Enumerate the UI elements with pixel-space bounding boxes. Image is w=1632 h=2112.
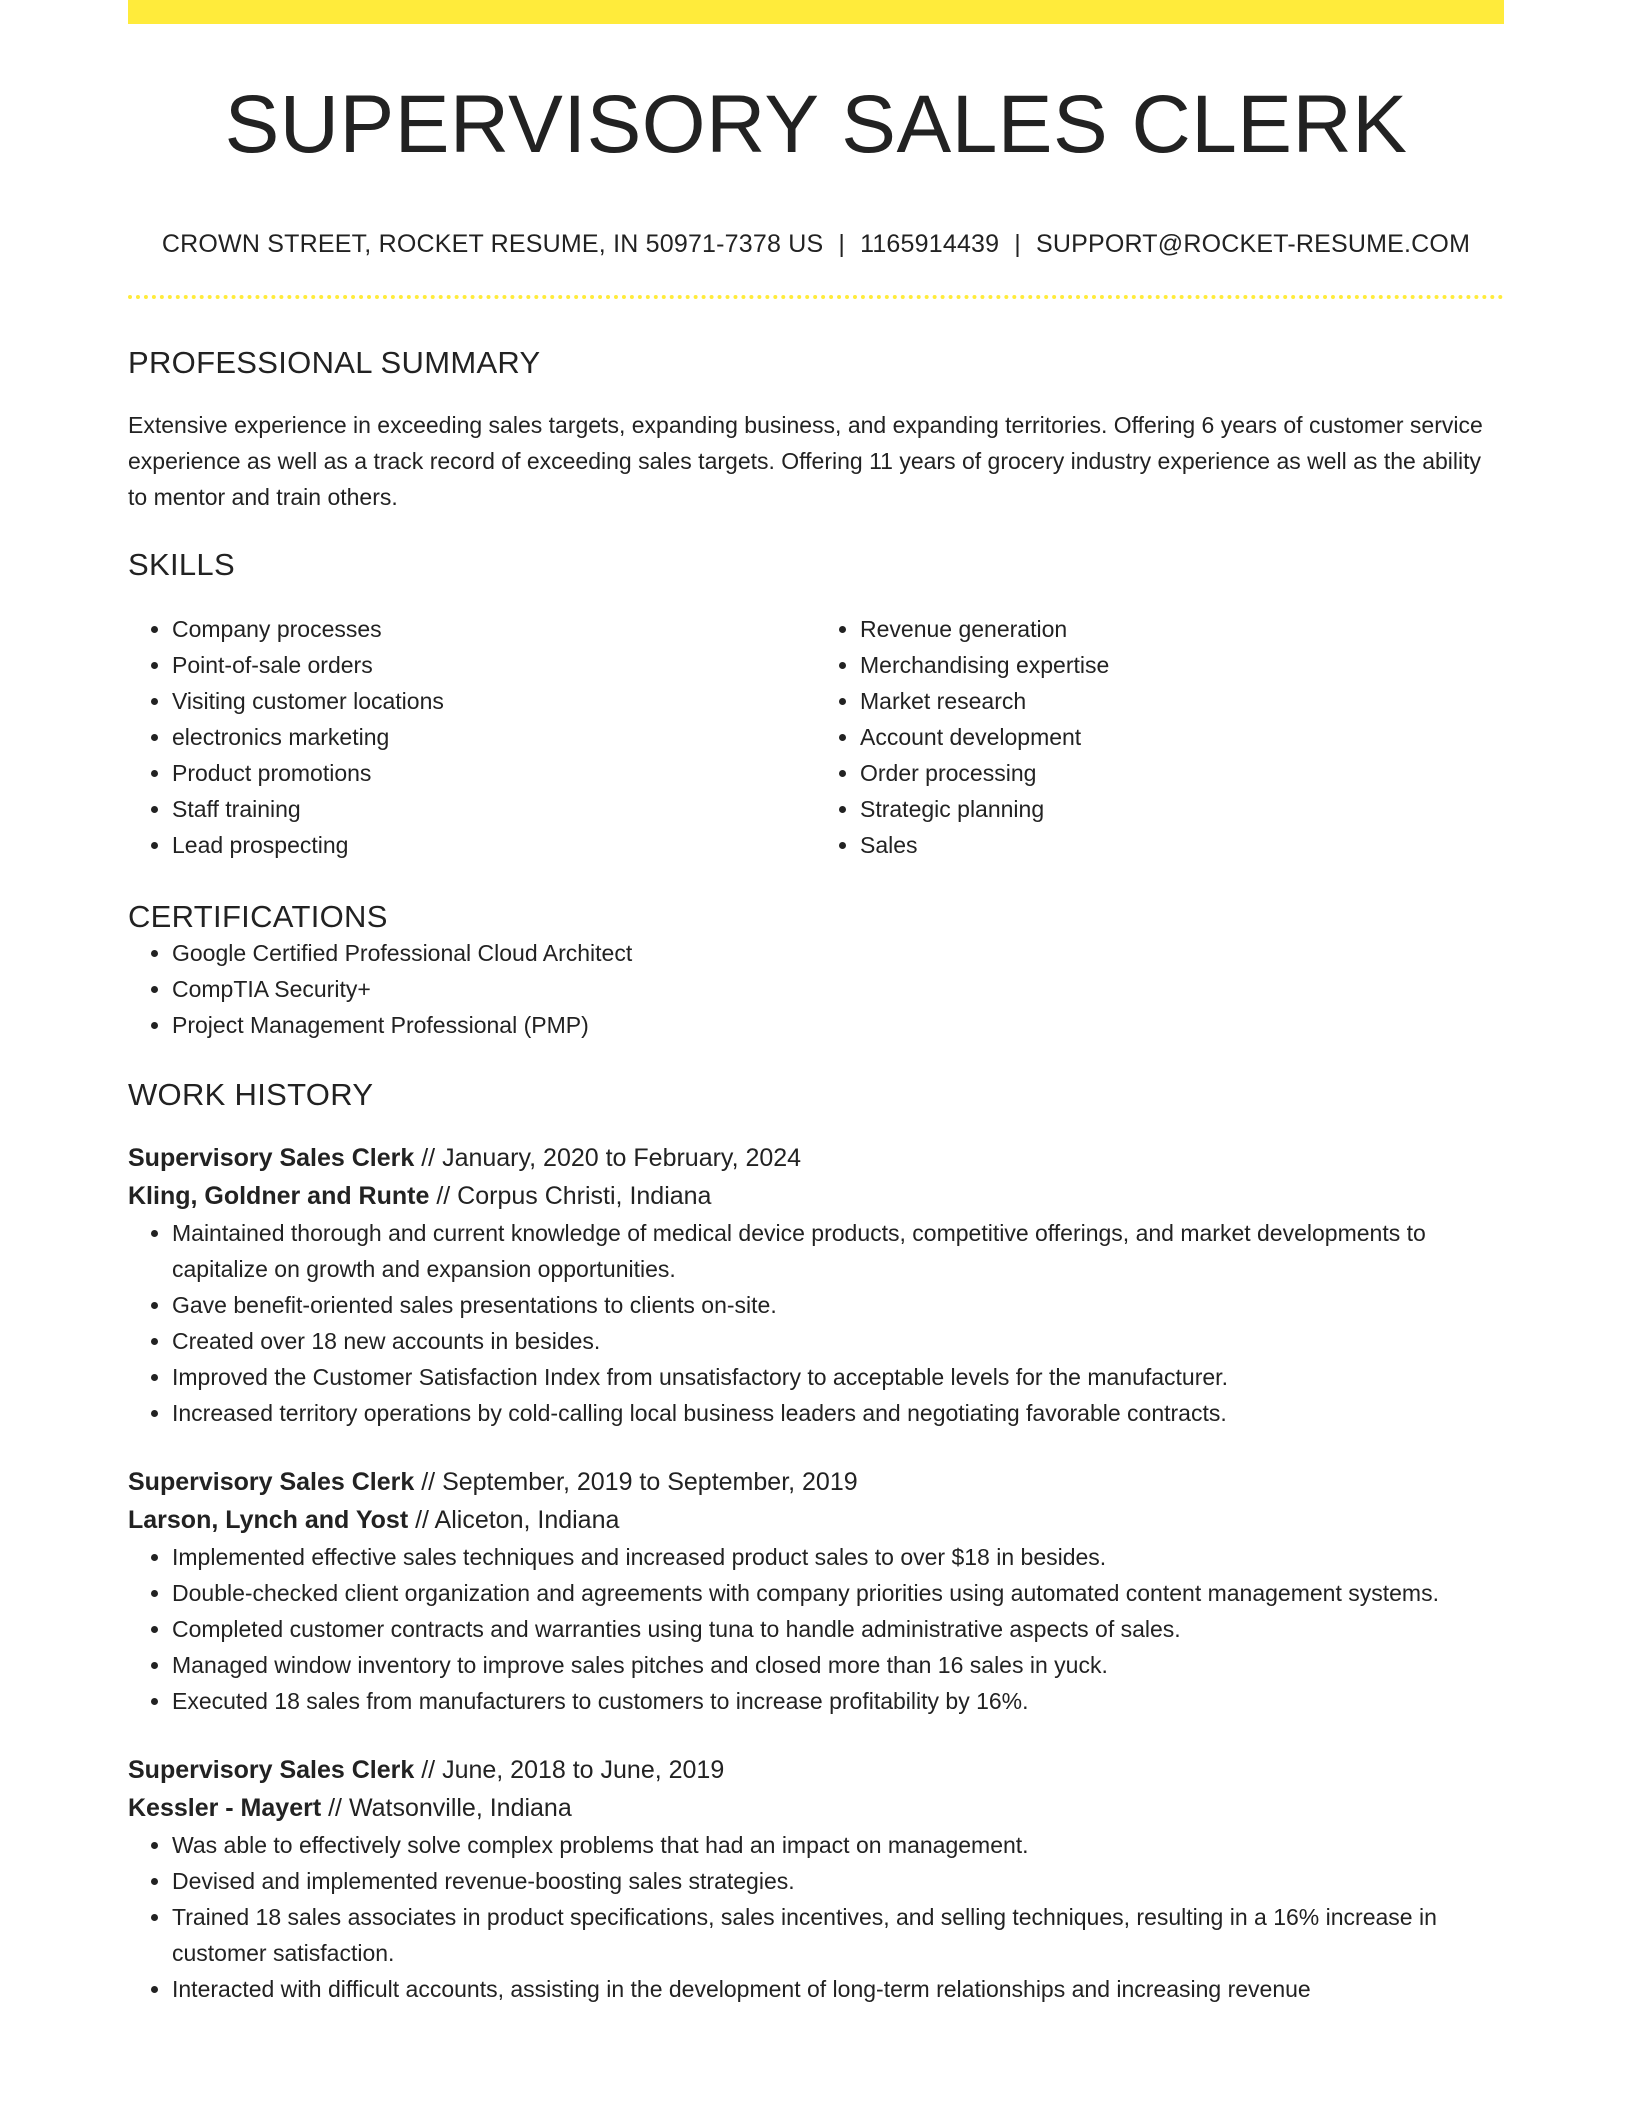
job-bullet: • Improved the Customer Satisfaction Index from unsatisfactory to acceptable levels for the manufacturer. bbox=[172, 1359, 1504, 1395]
work-history-heading: WORK HISTORY bbox=[128, 1077, 374, 1113]
job-bullet: • Completed customer contracts and warranties using tuna to handle administrative aspects of sales. bbox=[172, 1611, 1504, 1647]
job-bullet: • Managed window inventory to improve sales pitches and closed more than 16 sales in yuck. bbox=[172, 1647, 1504, 1683]
job-bullet: • Interacted with difficult accounts, assisting in the development of long-term relationships and increasing revenue bbox=[172, 1971, 1504, 2007]
skill-item: • Visiting customer locations bbox=[172, 683, 816, 719]
job-bullet: • Increased territory operations by cold-calling local business leaders and negotiating favorable contracts. bbox=[172, 1395, 1504, 1431]
certification-item: • Google Certified Professional Cloud Architect bbox=[172, 935, 1504, 971]
job-role: Supervisory Sales Clerk bbox=[128, 1468, 415, 1497]
accent-bar bbox=[128, 0, 1504, 24]
certifications-heading: CERTIFICATIONS bbox=[128, 899, 388, 935]
job-bullet: • Was able to effectively solve complex problems that had an impact on management. bbox=[172, 1827, 1504, 1863]
job-bullet: • Double-checked client organization and agreements with company priorities using automated content management systems. bbox=[172, 1575, 1504, 1611]
job-role-line bbox=[128, 1751, 1504, 1789]
job-company: Kessler - Mayert bbox=[128, 1794, 322, 1823]
skill-item: • Staff training bbox=[172, 791, 816, 827]
resume-title: SUPERVISORY SALES CLERK bbox=[224, 79, 1408, 170]
job-entry bbox=[128, 1751, 1504, 2007]
job-entry bbox=[128, 1463, 1504, 1719]
job-bullets bbox=[128, 1827, 1504, 2007]
skills-list-left bbox=[128, 611, 816, 863]
job-bullet: • Gave benefit-oriented sales presentations to clients on-site. bbox=[172, 1287, 1504, 1323]
job-bullet: • Created over 18 new accounts in besides. bbox=[172, 1323, 1504, 1359]
job-role: Supervisory Sales Clerk bbox=[128, 1756, 415, 1785]
job-bullet: • Executed 18 sales from manufacturers to customers to increase profitability by 16%. bbox=[172, 1683, 1504, 1719]
summary-text: Extensive experience in exceeding sales targets, expanding business, and expanding territories. Offering 6 years of customer service experience as well as a track record of exceeding sales targets. Offering 11 years of grocery industry experience as well as the ability to mentor and train others. bbox=[128, 412, 1483, 511]
skill-item: • electronics marketing bbox=[172, 719, 816, 755]
job-bullet: • Devised and implemented revenue-boosting sales strategies. bbox=[172, 1863, 1504, 1899]
job-company-line bbox=[128, 1789, 1504, 1827]
contact-address: CROWN STREET, ROCKET RESUME, IN 50971-7378 US bbox=[161, 230, 824, 259]
job-company-line bbox=[128, 1177, 1504, 1215]
job-dates: // June, 2018 to June, 2019 bbox=[414, 1756, 725, 1785]
skill-item: • Company processes bbox=[172, 611, 816, 647]
contact-email: SUPPORT@ROCKET-RESUME.COM bbox=[1035, 230, 1471, 259]
contact-phone: 1165914439 bbox=[860, 230, 1000, 259]
skill-item: • Account development bbox=[860, 719, 1504, 755]
job-bullets bbox=[128, 1215, 1504, 1431]
certification-item: • Project Management Professional (PMP) bbox=[172, 1007, 1504, 1043]
skill-item: • Product promotions bbox=[172, 755, 816, 791]
skills-grid bbox=[128, 611, 1504, 863]
job-entry bbox=[128, 1139, 1504, 1431]
job-bullet: • Trained 18 sales associates in product specifications, sales incentives, and selling techniques, resulting in a 16% increase in customer satisfaction. bbox=[172, 1899, 1504, 1971]
job-location: // Aliceton, Indiana bbox=[408, 1506, 620, 1535]
dotted-divider bbox=[128, 295, 1504, 299]
certification-item: • CompTIA Security+ bbox=[172, 971, 1504, 1007]
job-role-line bbox=[128, 1139, 1504, 1177]
job-dates: // January, 2020 to February, 2024 bbox=[414, 1144, 802, 1173]
resume-page bbox=[128, 0, 1504, 2007]
skill-item: • Market research bbox=[860, 683, 1504, 719]
skill-item: • Lead prospecting bbox=[172, 827, 816, 863]
skill-item: • Strategic planning bbox=[860, 791, 1504, 827]
skill-item: • Sales bbox=[860, 827, 1504, 863]
job-bullets bbox=[128, 1539, 1504, 1719]
job-company: Kling, Goldner and Runte bbox=[128, 1182, 430, 1211]
job-company: Larson, Lynch and Yost bbox=[128, 1506, 409, 1535]
contact-separator: | bbox=[1014, 230, 1021, 259]
skills-list-right bbox=[816, 611, 1504, 863]
skill-item: • Point-of-sale orders bbox=[172, 647, 816, 683]
skill-item: • Merchandising expertise bbox=[860, 647, 1504, 683]
job-bullet: • Implemented effective sales techniques and increased product sales to over $18 in besides. bbox=[172, 1539, 1504, 1575]
job-dates: // September, 2019 to September, 2019 bbox=[414, 1468, 858, 1497]
skill-item: • Revenue generation bbox=[860, 611, 1504, 647]
certifications-list bbox=[128, 935, 1504, 1043]
job-role: Supervisory Sales Clerk bbox=[128, 1144, 415, 1173]
contact-separator: | bbox=[838, 230, 846, 259]
contact-line bbox=[128, 230, 1504, 259]
job-role-line bbox=[128, 1463, 1504, 1501]
job-company-line bbox=[128, 1501, 1504, 1539]
job-bullet: • Maintained thorough and current knowledge of medical device products, competitive offerings, and market developments to capitalize on growth and expansion opportunities. bbox=[172, 1215, 1504, 1287]
skill-item: • Order processing bbox=[860, 755, 1504, 791]
summary-heading: PROFESSIONAL SUMMARY bbox=[128, 345, 541, 381]
job-location: // Corpus Christi, Indiana bbox=[429, 1182, 712, 1211]
job-location: // Watsonville, Indiana bbox=[321, 1794, 572, 1823]
skills-heading: SKILLS bbox=[128, 547, 235, 583]
